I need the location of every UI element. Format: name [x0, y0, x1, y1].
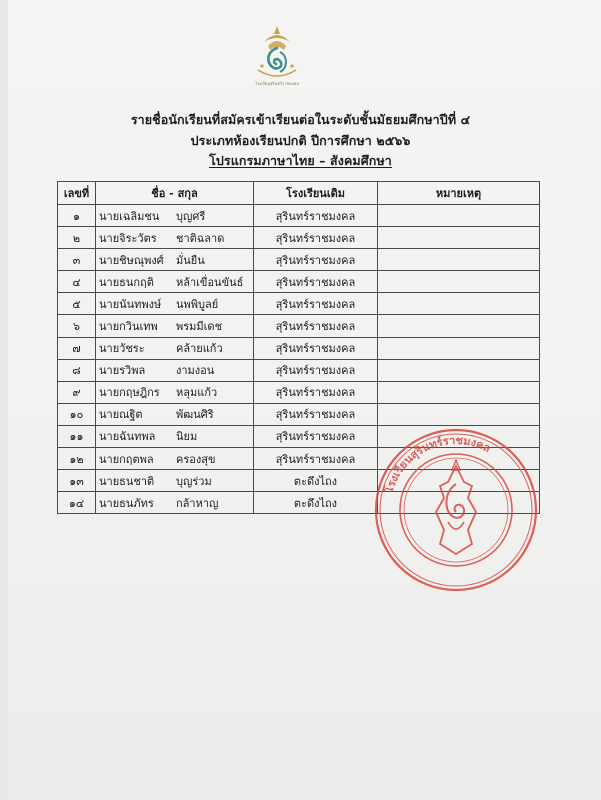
remark — [378, 227, 540, 249]
student-last-name: บุญร่วม — [176, 474, 212, 488]
student-last-name: คล้ายแก้ว — [176, 342, 223, 356]
former-school: สุรินทร์ราชมงคล — [254, 315, 378, 337]
table-row — [58, 205, 540, 227]
student-name — [96, 315, 254, 337]
row-number: ๑๑ — [58, 425, 96, 447]
svg-text:โรงเรียนสุรินทร์ราชมงคล — [381, 434, 493, 496]
table-row — [58, 227, 540, 249]
former-school: สุรินทร์ราชมงคล — [254, 293, 378, 315]
former-school: สุรินทร์ราชมงคล — [254, 271, 378, 293]
student-last-name: พัฒนศิริ — [176, 408, 214, 422]
table-row — [58, 315, 540, 337]
student-first-name: นายธนภัทร — [99, 496, 154, 510]
student-first-name: นายจิระวัตร — [99, 231, 157, 245]
student-name — [96, 381, 254, 403]
former-school: สุรินทร์ราชมงคล — [254, 448, 378, 470]
row-number: ๑๔ — [58, 492, 96, 514]
header-school: โรงเรียนเดิม — [254, 182, 378, 205]
table-row — [58, 249, 540, 271]
school-logo — [250, 24, 304, 84]
row-number: ๓ — [58, 249, 96, 271]
student-name — [96, 492, 254, 514]
former-school: สุรินทร์ราชมงคล — [254, 359, 378, 381]
former-school: ตะดึงไถง — [254, 492, 378, 514]
student-name — [96, 359, 254, 381]
student-last-name: นพพิบูลย์ — [176, 297, 219, 311]
student-first-name: นายรวิพล — [99, 364, 146, 378]
student-last-name: งามงอน — [176, 364, 215, 378]
former-school: สุรินทร์ราชมงคล — [254, 337, 378, 359]
former-school: สุรินทร์ราชมงคล — [254, 425, 378, 447]
student-last-name: ครองสุข — [176, 452, 216, 466]
student-last-name: หลุมแก้ว — [176, 386, 218, 400]
former-school: สุรินทร์ราชมงคล — [254, 381, 378, 403]
remark — [378, 315, 540, 337]
student-first-name: นายกฤษฎิกร — [99, 386, 160, 400]
remark — [378, 249, 540, 271]
row-number: ๔ — [58, 271, 96, 293]
student-name — [96, 337, 254, 359]
student-last-name: พรมมีเดช — [176, 320, 223, 334]
former-school: สุรินทร์ราชมงคล — [254, 403, 378, 425]
former-school: สุรินทร์ราชมงคล — [254, 249, 378, 271]
student-first-name: นายชิษณุพงศ์ — [99, 253, 164, 267]
former-school: สุรินทร์ราชมงคล — [254, 205, 378, 227]
logo-caption: โรงเรียนสุรินทร์ราชมงคล — [255, 81, 299, 86]
student-last-name: กล้าหาญ — [176, 496, 219, 510]
row-number: ๑๓ — [58, 470, 96, 492]
header-remark: หมายเหตุ — [378, 182, 540, 205]
student-first-name: นายกวินเทพ — [99, 320, 158, 334]
header-name: ชื่อ - สกุล — [96, 182, 254, 205]
table-row — [58, 403, 540, 425]
student-name — [96, 271, 254, 293]
former-school: ตะดึงไถง — [254, 470, 378, 492]
student-name — [96, 249, 254, 271]
remark — [378, 381, 540, 403]
student-first-name: นายเฉลิมชน — [99, 209, 160, 223]
document-title-line-1: รายชื่อนักเรียนที่สมัครเข้าเรียนต่อในระดับชั้นมัธยมศึกษาปีที่ ๔ — [130, 112, 471, 127]
student-last-name: หล้าเขื่อนขันธ์ — [176, 275, 244, 289]
remark — [378, 271, 540, 293]
row-number: ๑ — [58, 205, 96, 227]
table-row — [58, 381, 540, 403]
student-first-name: นายธนชาติ — [99, 474, 155, 488]
student-last-name: นิยม — [176, 430, 198, 444]
document-title-line-3: โปรแกรมภาษาไทย – สังคมศึกษา — [209, 153, 392, 168]
remark — [378, 359, 540, 381]
document-title-line-2: ประเภทห้องเรียนปกติ ปีการศึกษา ๒๕๖๖ — [190, 133, 411, 148]
student-last-name: ชาติฉลาด — [176, 231, 225, 245]
row-number: ๖ — [58, 315, 96, 337]
student-name — [96, 205, 254, 227]
student-last-name: มั่นยืน — [176, 253, 205, 267]
remark — [378, 403, 540, 425]
student-first-name: นายธนกฤติ — [99, 275, 154, 289]
row-number: ๑๒ — [58, 448, 96, 470]
remark — [378, 293, 540, 315]
student-last-name: บุญศรี — [176, 209, 206, 223]
row-number: ๘ — [58, 359, 96, 381]
student-first-name: นายณฐิต — [99, 408, 143, 422]
row-number: ๗ — [58, 337, 96, 359]
remark — [378, 205, 540, 227]
row-number: ๑๐ — [58, 403, 96, 425]
student-name — [96, 470, 254, 492]
table-row — [58, 271, 540, 293]
table-row — [58, 359, 540, 381]
row-number: ๒ — [58, 227, 96, 249]
student-name — [96, 293, 254, 315]
table-row — [58, 337, 540, 359]
remark — [378, 337, 540, 359]
row-number: ๕ — [58, 293, 96, 315]
former-school: สุรินทร์ราชมงคล — [254, 227, 378, 249]
table-row — [58, 293, 540, 315]
row-number: ๙ — [58, 381, 96, 403]
student-name — [96, 448, 254, 470]
student-first-name: นายฉันทพล — [99, 430, 156, 444]
header-no: เลขที่ — [58, 182, 96, 205]
student-name — [96, 227, 254, 249]
student-name — [96, 425, 254, 447]
student-first-name: นายกฤตพล — [99, 452, 154, 466]
student-first-name: นายนันทพงษ์ — [99, 297, 162, 311]
student-name — [96, 403, 254, 425]
stamp-outer-text: โรงเรียนสุรินทร์ราชมงคล — [382, 433, 493, 495]
school-seal-stamp — [372, 426, 540, 594]
table-header-row — [58, 182, 540, 205]
student-first-name: นายวัชระ — [99, 342, 145, 356]
